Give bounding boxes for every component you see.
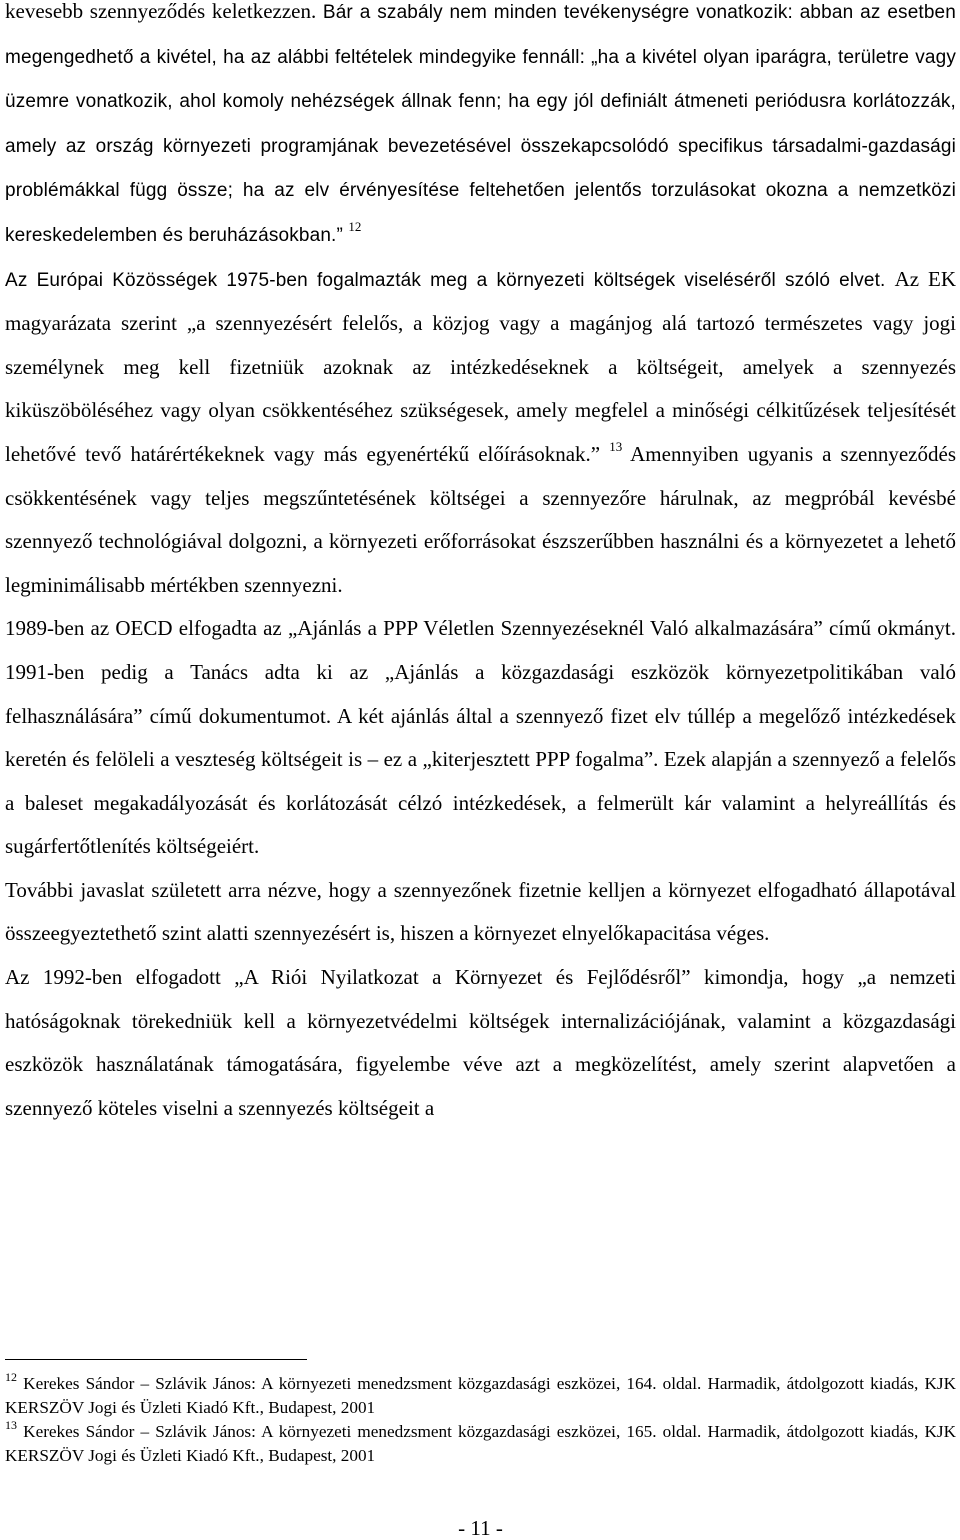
text-run: Az 1992-ben elfogadott „A Riói Nyilatkozat a Környezet és Fejlődésről” kimondja, hogy „a nemzeti hatóságoknak törekedniük kell a környezetvédelmi költségek internalizációjának, valamint a közgazdasági eszközök használatának támogatására, figyelembe véve azt a megközelítést, amely szerint alapvetően a szennyező köteles viselni a szennyezés költségeit a	[5, 965, 956, 1120]
footnote-ref: 12	[348, 218, 362, 234]
paragraph	[5, 956, 956, 1130]
footnote	[5, 1420, 956, 1468]
text-run: Az EK magyarázata szerint „a szennyezésért felelős, a közjog vagy a magánjog alá tartozó természetes vagy jogi személynek meg kell fizetniük azoknak az intézkedéseknek a költségeit, amelyek a szennyezés kiküszöböléséhez vagy olyan csökkentéséhez szükségesek, amely megfelel a minőségi célkitűzések teljesítését lehetővé tevő határértékeknek vagy más egyenértékű előírásoknak.”	[5, 266, 957, 466]
footnote-number: 13	[5, 1418, 17, 1433]
document-page	[5, 0, 957, 1540]
footnote-text: Kerekes Sándor – Szlávik János: A környezeti menedzsment közgazdasági eszközei, 164. oldal. Harmadik, átdolgozott kiadás, KJK KERSZÖV Jogi és Üzleti Kiadó Kft., Budapest, 2001	[5, 1374, 956, 1417]
paragraph	[5, 258, 956, 608]
body-text	[5, 0, 956, 1130]
footnote-number: 12	[5, 1370, 17, 1385]
footnote	[5, 1372, 956, 1420]
text-run: Amennyiben ugyanis a szennyeződés csökkentésének vagy teljes megszűntetésének költségei a szennyezőre hárulnak, az megpróbál kevésbé szennyező technológiával dolgozni, a környezeti erőforrásokat észszerűbben használni és a környezetet a lehető legminimálisabb mértékben szennyezni.	[5, 441, 956, 597]
paragraph	[5, 869, 956, 956]
text-run: Az Európai Közösségek 1975-ben fogalmazták meg a környezeti költségek viseléséről szóló elvet.	[5, 269, 895, 291]
footnote-text: Kerekes Sándor – Szlávik János: A környezeti menedzsment közgazdasági eszközei, 165. oldal. Harmadik, átdolgozott kiadás, KJK KERSZÖV Jogi és Üzleti Kiadó Kft., Budapest, 2001	[5, 1422, 956, 1465]
page-number: - 11 -	[458, 1516, 503, 1540]
footnote-ref: 13	[609, 438, 623, 454]
text-run: Bár a szabály nem minden tevékenységre vonatkozik: abban az esetben megengedhető a kivétel, ha az alábbi feltételek mindegyike fennáll: „ha a kivétel olyan iparágra, területre vagy üzemre vonatkozik, ahol komoly nehézségek állnak fenn; ha egy jól definiált átmeneti periódusra korlátozzák, amely az ország környezeti programjának bevezetésével összekapcsolódó specifikus társadalmi-gazdasági problémákkal függ össze; ha az elv érvényesítése feltehetően jelentős torzulásokat okozna a nemzetközi kereskedelemben és beruházásokban.”	[5, 2, 956, 246]
footnotes	[5, 1372, 956, 1468]
text-run: 1989-ben az OECD elfogadta az „Ajánlás a PPP Véletlen Szennyezéseknél Való alkalmazására” című okmányt. 1991-ben pedig a Tanács adta ki az „Ajánlás a közgazdasági eszközök környezetpolitikában való felhasználására” című dokumentumot. A két ajánlás által a szennyező fizet elv túllép a megelőző intézkedések keretén és felöleli a veszteség költségeit is – ez a „kiterjesztett PPP fogalma”. Ezek alapján a szennyező a felelős a baleset megakadályozását és korlátozását célzó intézkedések, a felmerült kár valamint a helyreállítás és sugárfertőtlenítés költségeiért.	[5, 616, 956, 859]
paragraph	[5, 607, 956, 869]
text-run: kevesebb szennyeződés keletkezzen.	[5, 0, 323, 23]
text-run: További javaslat született arra nézve, hogy a szennyezőnek fizetnie kelljen a környezet elfogadható állapotával összeegyeztethető szint alatti szennyezésért is, hiszen a környezet elnyelőkapacitása véges.	[5, 877, 956, 946]
footnote-separator	[5, 1359, 307, 1360]
paragraph	[5, 0, 956, 258]
